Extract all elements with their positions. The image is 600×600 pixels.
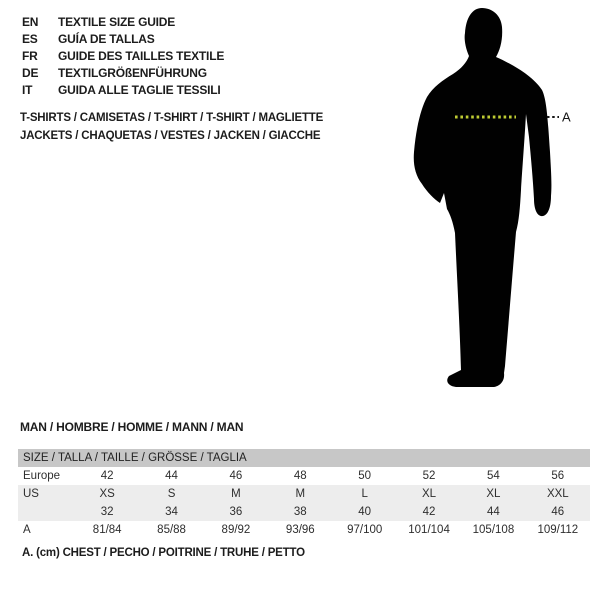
section-heading: MAN / HOMBRE / HOMME / MANN / MAN bbox=[20, 420, 244, 434]
size-cell: XL bbox=[486, 488, 501, 500]
size-cell: 50 bbox=[358, 470, 372, 482]
size-cell: 44 bbox=[487, 506, 500, 518]
language-label: GUÍA DE TALLAS bbox=[58, 32, 155, 46]
size-cell: 52 bbox=[422, 470, 436, 482]
row-label: Europe bbox=[23, 470, 61, 482]
language-code: DE bbox=[22, 66, 39, 80]
category-line-tshirts: T-SHIRTS / CAMISETAS / T-SHIRT / T-SHIRT / MAGLIETTE bbox=[20, 112, 324, 124]
measurement-figure bbox=[400, 0, 600, 400]
language-row bbox=[22, 65, 224, 82]
size-cell: 44 bbox=[165, 470, 178, 482]
category-line-jackets: JACKETS / CHAQUETAS / VESTES / JACKEN / GIACCHE bbox=[20, 129, 321, 142]
size-cell: XL bbox=[422, 488, 437, 500]
size-cell: 40 bbox=[358, 506, 372, 518]
size-cell: 85/88 bbox=[157, 524, 186, 536]
size-cell: S bbox=[167, 488, 176, 500]
size-cell: 48 bbox=[293, 470, 307, 482]
language-code: IT bbox=[22, 83, 33, 97]
size-cell: 54 bbox=[487, 470, 500, 482]
size-cell: M bbox=[231, 488, 241, 500]
table-row-europe bbox=[18, 467, 590, 485]
table-row-us bbox=[18, 485, 590, 503]
size-cell: 46 bbox=[551, 506, 565, 518]
size-cell: 109/112 bbox=[537, 524, 579, 536]
size-cell: XS bbox=[99, 488, 115, 500]
row-label: A bbox=[23, 524, 31, 536]
language-row bbox=[22, 48, 224, 65]
size-cell: 42 bbox=[100, 470, 114, 482]
size-cell: 32 bbox=[100, 506, 114, 518]
size-cell: 42 bbox=[422, 506, 436, 518]
measurement-label-a: A bbox=[562, 109, 571, 125]
row-label bbox=[18, 503, 75, 521]
language-row bbox=[22, 31, 224, 48]
size-cell: 34 bbox=[165, 506, 178, 518]
language-label: GUIDE DES TAILLES TEXTILE bbox=[58, 49, 225, 63]
language-label: TEXTILGRÖßENFÜHRUNG bbox=[58, 66, 207, 80]
size-cell: 93/96 bbox=[285, 524, 315, 536]
language-code: EN bbox=[22, 15, 39, 29]
size-table-header: SIZE / TALLA / TAILLE / GRÖSSE / TAGLIA bbox=[18, 449, 590, 467]
row-label: US bbox=[23, 488, 39, 500]
language-row bbox=[22, 14, 224, 31]
size-cell: M bbox=[295, 488, 306, 500]
size-cell: 101/104 bbox=[408, 524, 450, 536]
size-cell: 38 bbox=[293, 506, 307, 518]
language-code: FR bbox=[22, 49, 38, 63]
size-cell: 46 bbox=[229, 470, 243, 482]
language-label: GUIDA ALLE TAGLIE TESSILI bbox=[58, 83, 221, 97]
garment-categories bbox=[20, 110, 323, 145]
man-silhouette bbox=[414, 8, 552, 387]
language-code: ES bbox=[22, 32, 38, 46]
size-cell: 97/100 bbox=[347, 524, 383, 536]
language-row bbox=[22, 82, 224, 99]
size-table bbox=[18, 449, 590, 539]
language-list bbox=[22, 14, 224, 99]
language-label: TEXTILE SIZE GUIDE bbox=[58, 15, 176, 29]
size-cell: 36 bbox=[229, 506, 243, 518]
size-cell: 56 bbox=[551, 470, 565, 482]
table-row-numeric bbox=[18, 503, 590, 521]
footnote: A. (cm) CHEST / PECHO / POITRINE / TRUHE / PETTO bbox=[22, 547, 305, 559]
size-cell: 81/84 bbox=[92, 524, 122, 536]
table-row-chest-cm bbox=[18, 521, 590, 539]
size-cell: 89/92 bbox=[221, 524, 251, 536]
size-cell: L bbox=[361, 488, 368, 500]
size-cell: XXL bbox=[546, 488, 569, 500]
size-cell: 105/108 bbox=[472, 524, 515, 536]
